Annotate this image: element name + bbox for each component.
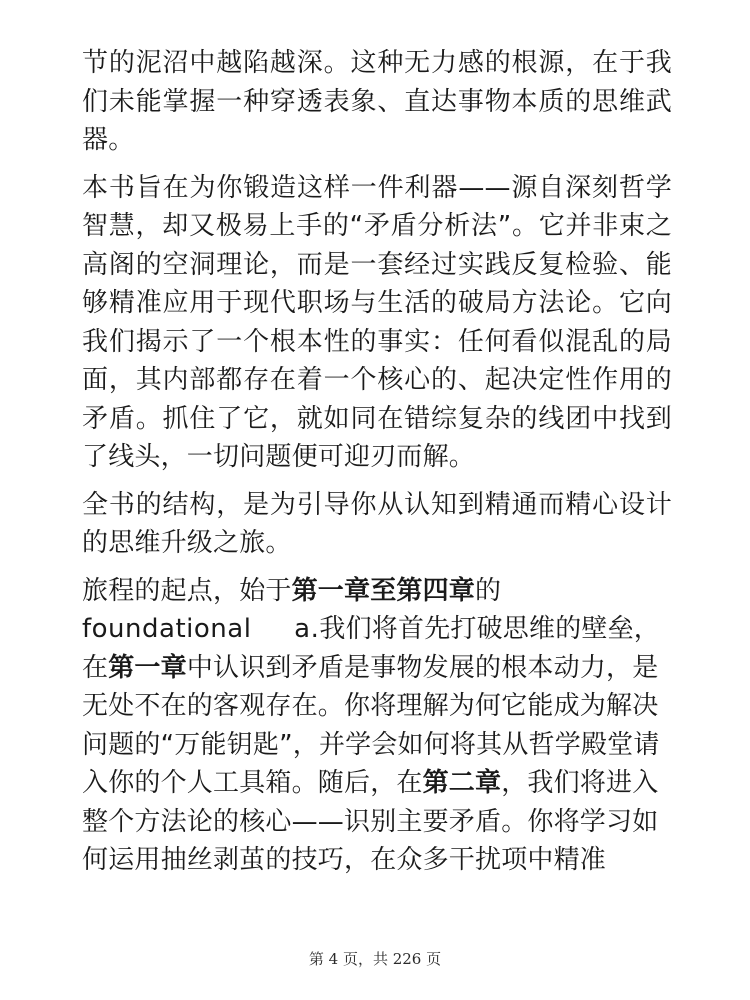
chapter-one-bold: 第一章: [108, 652, 187, 683]
foundational-word: foundational a.: [82, 614, 320, 644]
page-number-footer: 第 4 页，共 226 页: [308, 950, 442, 968]
paragraph-1: 节的泥沼中越陷越深。这种无力感的根源，在于我们未能掌握一种穿透表象、直达事物本质的思维武器。: [82, 48, 672, 155]
chapter-range-bold: 第一章至第四章: [291, 575, 476, 606]
paragraph-4: [82, 572, 672, 880]
p4-after-ch2: ，我们将进入整个方法论的核心——识别主要矛盾。你将学习如何运用抽丝剥茧的技巧，在众多干扰项中精准: [82, 768, 659, 875]
body-text: [82, 44, 672, 889]
paragraph-2: 本书旨在为你锻造这样一件利器——源自深刻哲学智慧，却又极易上手的“矛盾分析法”。它并非束之高阁的空洞理论，而是一套经过实践反复检验、能够精准应用于现代职场与生活的破局方法论。它向我们揭示了一个根本性的事实：任何看似混乱的局面，其内部都存在着一个核心的、起决定性作用的矛盾。抓住了它，就如同在错综复杂的线团中找到了线头，一切问题便可迎刃而解。: [82, 172, 672, 472]
p4-intro-end: 的: [475, 575, 502, 606]
p4-after-ch1: 中认识到矛盾是事物发展的根本动力，是无处不在的客观存在。你将理解为何它能成为解决问题的“万能钥匙”，并学会如何将其从哲学殿堂请入你的个人工具箱。随后，在: [82, 652, 660, 798]
p4-intro: 旅程的起点，始于: [82, 575, 292, 606]
chapter-two-bold: 第二章: [422, 768, 502, 798]
paragraph-3: 全书的结构，是为引导你从认知到精通而精心设计的思维升级之旅。: [82, 489, 672, 558]
p4-after-latin: 我们将首先打破思维的壁垒，在: [82, 614, 660, 683]
